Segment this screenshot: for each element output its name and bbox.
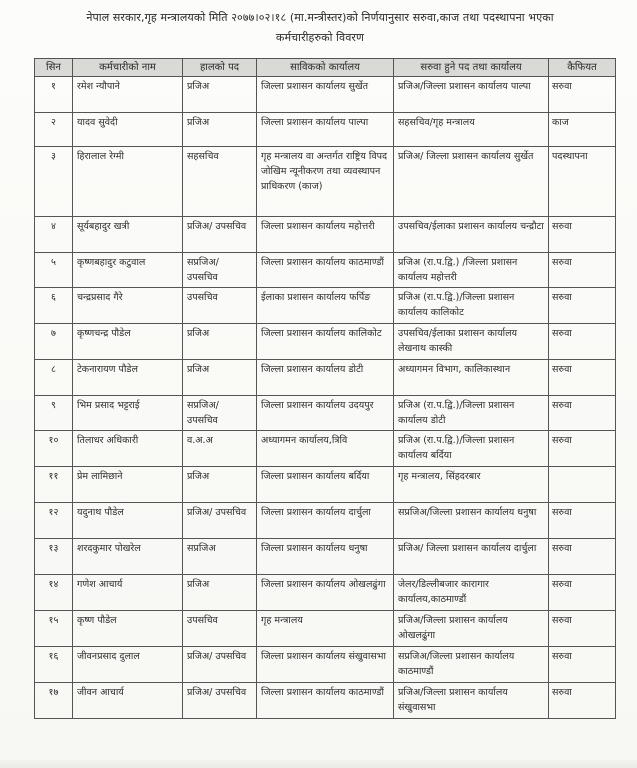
current-post-cell: सप्रजिअ — [183, 539, 257, 575]
new-post-office-cell: प्रजिअ (रा.प.द्वि.)/जिल्ला प्रशासन कार्यालय बर्दिया — [394, 431, 549, 467]
serial-cell: ११ — [35, 467, 73, 503]
remarks-cell: सरुवा — [549, 360, 616, 396]
serial-cell: १५ — [35, 611, 73, 647]
transfer-table — [34, 58, 616, 719]
employee-name-cell: टेकनारायण पौडेल — [73, 360, 183, 396]
header-previous-office: साविकको कार्यालय — [257, 59, 394, 77]
employee-name-cell: हिरालाल रेग्मी — [73, 147, 183, 217]
serial-cell: १७ — [35, 683, 73, 719]
employee-name-cell: सूर्यबहादुर खत्री — [73, 217, 183, 253]
current-post-cell: उपसचिव — [183, 611, 257, 647]
serial-cell: १० — [35, 431, 73, 467]
previous-office-cell: जिल्ला प्रशासन कार्यालय काठमाण्डौं — [257, 683, 394, 719]
previous-office-cell: जिल्ला प्रशासन कार्यालय सुर्खेत — [257, 77, 394, 113]
employee-name-cell: गणेश आचार्य — [73, 575, 183, 611]
serial-cell: ८ — [35, 360, 73, 396]
current-post-cell: प्रजिअ — [183, 324, 257, 360]
table-row — [35, 396, 616, 431]
new-post-office-cell: प्रजिअ (रा.प.द्वि.)/जिल्ला प्रशासन कार्यालय डोटी — [394, 396, 549, 431]
new-post-office-cell: सप्रजिअ/जिल्ला प्रशासन कार्यालय काठमाण्डौं — [394, 647, 549, 683]
new-post-office-cell: प्रजिअ (रा.प.द्वि.) /जिल्ला प्रशासन कार्यालय महोत्तरी — [394, 253, 549, 288]
previous-office-cell: जिल्ला प्रशासन कार्यालय महोत्तरी — [257, 217, 394, 253]
new-post-office-cell: सप्रजिअ/जिल्ला प्रशासन कार्यालय धनुषा — [394, 503, 549, 539]
serial-cell: ५ — [35, 253, 73, 288]
previous-office-cell: गृह मन्त्रालय — [257, 611, 394, 647]
current-post-cell: प्रजिअ — [183, 467, 257, 503]
serial-cell: १४ — [35, 575, 73, 611]
current-post-cell: प्रजिअ — [183, 360, 257, 396]
remarks-cell: सरुवा — [549, 611, 616, 647]
new-post-office-cell: अध्यागमन विभाग, कालिकास्थान — [394, 360, 549, 396]
document-heading — [40, 8, 600, 48]
remarks-cell: सरुवा — [549, 77, 616, 113]
header-serial: सिन — [35, 59, 73, 77]
previous-office-cell: जिल्ला प्रशासन कार्यालय बर्दिया — [257, 467, 394, 503]
employee-name-cell: जीवन आचार्य — [73, 683, 183, 719]
new-post-office-cell: प्रजिअ/ जिल्ला प्रशासन कार्यालय सुर्खेत — [394, 147, 549, 217]
previous-office-cell: ईलाका प्रशासन कार्यालय फर्पिङ — [257, 288, 394, 324]
current-post-cell: सहसचिव — [183, 147, 257, 217]
serial-cell: १२ — [35, 503, 73, 539]
current-post-cell: प्रजिअ — [183, 113, 257, 147]
header-current-post: हालको पद — [183, 59, 257, 77]
previous-office-cell: जिल्ला प्रशासन कार्यालय संखुवासभा — [257, 647, 394, 683]
current-post-cell: व.अ.अ — [183, 431, 257, 467]
header-employee-name: कर्मचारीको नाम — [73, 59, 183, 77]
serial-cell: ७ — [35, 324, 73, 360]
table-row — [35, 77, 616, 113]
previous-office-cell: जिल्ला प्रशासन कार्यालय धनुषा — [257, 539, 394, 575]
table-row — [35, 324, 616, 360]
employee-name-cell: कृष्णबहादुर कटुवाल — [73, 253, 183, 288]
new-post-office-cell: गृह मन्त्रालय, सिंहदरबार — [394, 467, 549, 503]
table-body — [35, 77, 616, 719]
remarks-cell: सरुवा — [549, 253, 616, 288]
current-post-cell: उपसचिव — [183, 288, 257, 324]
employee-name-cell: कृष्णचन्द्र पौडेल — [73, 324, 183, 360]
header-remarks: कैफियत — [549, 59, 616, 77]
employee-name-cell: कृष्ण पौडेल — [73, 611, 183, 647]
current-post-cell: प्रजिअ/ उपसचिव — [183, 683, 257, 719]
table-row — [35, 575, 616, 611]
employee-name-cell: चन्द्रप्रसाद गैरे — [73, 288, 183, 324]
table-row — [35, 431, 616, 467]
employee-name-cell: रमेश न्यौपाने — [73, 77, 183, 113]
employee-name-cell: जीवनप्रसाद दुलाल — [73, 647, 183, 683]
remarks-cell: सरुवा — [549, 288, 616, 324]
employee-name-cell: प्रेम लामिछाने — [73, 467, 183, 503]
header-row — [35, 59, 616, 77]
current-post-cell: सप्रजिअ/ उपसचिव — [183, 396, 257, 431]
remarks-cell: सरुवा — [549, 647, 616, 683]
new-post-office-cell: जेलर/डिल्लीबजार कारागार कार्यालय,काठमाण्डौं — [394, 575, 549, 611]
previous-office-cell: जिल्ला प्रशासन कार्यालय काठमाण्डौं — [257, 253, 394, 288]
remarks-cell: सरुवा — [549, 575, 616, 611]
remarks-cell — [549, 467, 616, 503]
new-post-office-cell: प्रजिअ/जिल्ला प्रशासन कार्यालय ओखलढुंगा — [394, 611, 549, 647]
table-row — [35, 539, 616, 575]
table-row — [35, 113, 616, 147]
serial-cell: ६ — [35, 288, 73, 324]
employee-name-cell: भिम प्रसाद भट्टराई — [73, 396, 183, 431]
serial-cell: २ — [35, 113, 73, 147]
remarks-cell: सरुवा — [549, 324, 616, 360]
table-row — [35, 683, 616, 719]
serial-cell: १६ — [35, 647, 73, 683]
new-post-office-cell: प्रजिअ/जिल्ला प्रशासन कार्यालय पाल्पा — [394, 77, 549, 113]
new-post-office-cell: प्रजिअ/जिल्ला प्रशासन कार्यालय संखुवासभा — [394, 683, 549, 719]
previous-office-cell: जिल्ला प्रशासन कार्यालय कालिकोट — [257, 324, 394, 360]
new-post-office-cell: प्रजिअ/ जिल्ला प्रशासन कार्यालय दार्चुला — [394, 539, 549, 575]
remarks-cell: सरुवा — [549, 431, 616, 467]
previous-office-cell: अध्यागमन कार्यालय,त्रिवि — [257, 431, 394, 467]
current-post-cell: प्रजिअ — [183, 77, 257, 113]
table-row — [35, 217, 616, 253]
remarks-cell: सरुवा — [549, 396, 616, 431]
heading-line-2: कर्मचारीहरुको विवरण — [275, 31, 365, 44]
table-row — [35, 611, 616, 647]
remarks-cell: सरुवा — [549, 503, 616, 539]
employee-name-cell: शरदकुमार पोखरेल — [73, 539, 183, 575]
current-post-cell: सप्रजिअ/ उपसचिव — [183, 253, 257, 288]
table-row — [35, 253, 616, 288]
serial-cell: ४ — [35, 217, 73, 253]
table-row — [35, 147, 616, 217]
previous-office-cell: जिल्ला प्रशासन कार्यालय पाल्पा — [257, 113, 394, 147]
employee-name-cell: यादव सुवेदी — [73, 113, 183, 147]
header-new-post-office: सरुवा हुने पद तथा कार्यालय — [394, 59, 549, 77]
remarks-cell: सरुवा — [549, 217, 616, 253]
current-post-cell: प्रजिअ — [183, 575, 257, 611]
employee-name-cell: तिलाधर अधिकारी — [73, 431, 183, 467]
serial-cell: ९ — [35, 396, 73, 431]
remarks-cell: सरुवा — [549, 539, 616, 575]
new-post-office-cell: सहसचिव/गृह मन्त्रालय — [394, 113, 549, 147]
current-post-cell: प्रजिअ/ उपसचिव — [183, 647, 257, 683]
table-row — [35, 288, 616, 324]
table-row — [35, 467, 616, 503]
new-post-office-cell: उपसचिव/ईलाका प्रशासन कार्यालय लेखनाथ कास्की — [394, 324, 549, 360]
remarks-cell: सरुवा — [549, 683, 616, 719]
page-bottom-edge — [0, 760, 637, 768]
previous-office-cell: जिल्ला प्रशासन कार्यालय उदयपुर — [257, 396, 394, 431]
new-post-office-cell: प्रजिअ (रा.प.द्वि.)/जिल्ला प्रशासन कार्यालय कालिकोट — [394, 288, 549, 324]
new-post-office-cell: उपसचिव/ईलाका प्रशासन कार्यालय चन्द्रौटा — [394, 217, 549, 253]
heading-line-1: नेपाल सरकार,गृह मन्त्रालयको मिति २०७७।०२।१८ (मा.मन्त्रीस्तर)को निर्णयानुसार सरुवा,काज तथा पदस्थापना भएका — [86, 11, 554, 24]
table-row — [35, 503, 616, 539]
current-post-cell: प्रजिअ/ उपसचिव — [183, 217, 257, 253]
serial-cell: ३ — [35, 147, 73, 217]
current-post-cell: प्रजिअ/ उपसचिव — [183, 503, 257, 539]
serial-cell: १३ — [35, 539, 73, 575]
table-row — [35, 360, 616, 396]
previous-office-cell: गृह मन्त्रालय वा अन्तर्गत राष्ट्रिय विपद जोखिम न्यूनीकरण तथा व्यवस्थापन प्राधिकरण (काज) — [257, 147, 394, 217]
previous-office-cell: जिल्ला प्रशासन कार्यालय दार्चुला — [257, 503, 394, 539]
remarks-cell: काज — [549, 113, 616, 147]
previous-office-cell: जिल्ला प्रशासन कार्यालय ओखलढुंगा — [257, 575, 394, 611]
table-header — [35, 59, 616, 77]
serial-cell: १ — [35, 77, 73, 113]
employee-name-cell: यदुनाथ पौडेल — [73, 503, 183, 539]
table-row — [35, 647, 616, 683]
remarks-cell: पदस्थापना — [549, 147, 616, 217]
previous-office-cell: जिल्ला प्रशासन कार्यालय डोटी — [257, 360, 394, 396]
